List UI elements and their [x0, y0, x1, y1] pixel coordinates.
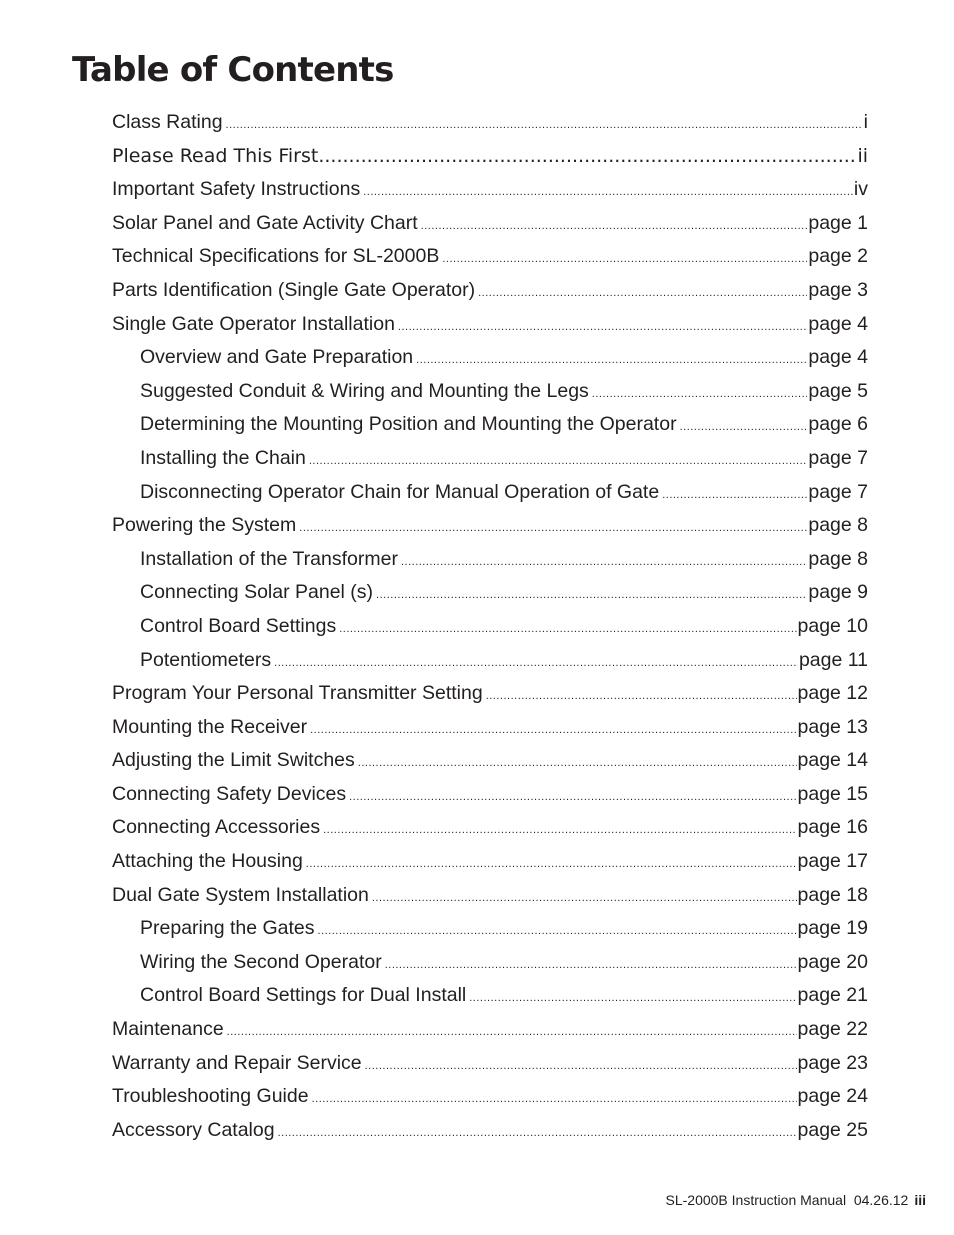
dot-leader	[486, 680, 797, 714]
toc-entry-label: Powering the System	[112, 514, 297, 537]
toc-entry	[112, 912, 868, 946]
toc-entry	[112, 375, 868, 409]
toc-entry-page: page 11	[798, 648, 868, 671]
toc-entry	[112, 408, 868, 442]
toc-entry	[112, 308, 868, 342]
dot-leader	[680, 411, 808, 445]
toc-entry-label: Installing the Chain	[140, 446, 306, 469]
toc-entry-page: page 18	[797, 883, 868, 906]
toc-entry-page: page 24	[797, 1085, 868, 1108]
toc-entry-label: Single Gate Operator Installation	[112, 312, 395, 335]
toc-entry	[112, 979, 868, 1013]
dot-leader	[339, 613, 796, 647]
toc-entry-label: Disconnecting Operator Chain for Manual Operation of Gate	[140, 480, 660, 503]
toc-entry-page: page 17	[797, 850, 868, 873]
toc-entry	[112, 677, 868, 711]
toc-entry	[112, 1114, 868, 1148]
toc-entry-page: page 19	[797, 917, 868, 940]
toc-entry-page: ii	[857, 144, 868, 167]
toc-entry	[112, 1080, 868, 1114]
dot-leader	[274, 647, 798, 681]
toc-entry-page: page 20	[797, 950, 868, 973]
dot-leader	[323, 814, 796, 848]
toc-entry	[112, 341, 868, 375]
toc-entry	[112, 946, 868, 980]
toc-entry-label: Warranty and Repair Service	[112, 1051, 362, 1074]
toc-entry	[112, 476, 868, 510]
toc-entry-label: Determining the Mounting Position and Mounting the Operator	[140, 413, 677, 436]
toc-entry-page: page 5	[808, 379, 868, 402]
toc-entry-label: Wiring the Second Operator	[140, 950, 382, 973]
toc-entry	[112, 140, 868, 174]
dot-leader	[592, 378, 808, 412]
toc-entry-label: Important Safety Instructions	[112, 178, 361, 201]
toc-entry	[112, 106, 868, 140]
toc-entry-label: Adjusting the Limit Switches	[112, 749, 355, 772]
toc-entry-page: page 9	[808, 581, 868, 604]
toc-entry	[112, 1013, 868, 1047]
toc-entry-page: page 7	[808, 480, 868, 503]
dot-leader	[363, 176, 853, 210]
toc-entry	[112, 711, 868, 745]
footer-text: SL-2000B Instruction Manual 04.26.12	[665, 1192, 909, 1208]
dot-leader	[421, 210, 808, 244]
dot-leader	[278, 1117, 797, 1151]
dot-leader	[662, 479, 807, 513]
dot-leader	[226, 109, 863, 143]
toc-entry-page: page 6	[808, 413, 868, 436]
toc-entry	[112, 207, 868, 241]
toc-entry-label: Preparing the Gates	[140, 917, 315, 940]
toc-entry-page: page 21	[797, 984, 868, 1007]
toc-entry-page: page 16	[797, 816, 868, 839]
dot-leader	[478, 277, 807, 311]
toc-entry-page: page 8	[808, 514, 868, 537]
toc-entry-page: page 8	[808, 547, 868, 570]
dot-leader	[372, 882, 797, 916]
page-title: Table of Contents	[72, 50, 394, 90]
footer-page-number: iii	[914, 1192, 926, 1208]
dot-leader	[318, 140, 857, 174]
toc-entry	[112, 778, 868, 812]
dot-leader	[469, 982, 796, 1016]
toc-entry	[112, 576, 868, 610]
dot-leader	[358, 747, 797, 781]
toc-entry-label: Attaching the Housing	[112, 850, 303, 873]
toc-entry-label: Suggested Conduit & Wiring and Mounting the Legs	[140, 379, 589, 402]
toc-entry-page: page 1	[808, 211, 868, 234]
toc-entry-page: page 14	[797, 749, 868, 772]
toc-entry-label: Dual Gate System Installation	[112, 883, 369, 906]
toc-entry	[112, 610, 868, 644]
toc-entry-page: page 22	[797, 1018, 868, 1041]
toc-entry-page: page 15	[797, 782, 868, 805]
dot-leader	[310, 714, 796, 748]
toc-entry-label: Parts Identification (Single Gate Operator)	[112, 278, 476, 301]
toc-entry	[112, 240, 868, 274]
dot-leader	[227, 1016, 797, 1050]
toc-entry-page: page 4	[808, 312, 868, 335]
toc-entry	[112, 1047, 868, 1081]
toc-entry-page: page 23	[797, 1051, 868, 1074]
table-of-contents	[112, 106, 868, 1147]
toc-entry	[112, 509, 868, 543]
toc-entry	[112, 274, 868, 308]
dot-leader	[349, 781, 796, 815]
toc-entry-label: Program Your Personal Transmitter Setting	[112, 682, 483, 705]
toc-entry	[112, 442, 868, 476]
toc-entry-label: Class Rating	[112, 111, 223, 133]
toc-entry-label: Potentiometers	[140, 648, 272, 671]
dot-leader	[376, 579, 807, 613]
toc-entry-page: page 10	[797, 614, 868, 637]
toc-entry-page: page 13	[797, 715, 868, 738]
toc-entry-label: Accessory Catalog	[112, 1118, 275, 1141]
toc-entry	[112, 845, 868, 879]
toc-entry-page: page 4	[808, 346, 868, 369]
toc-entry-page: iv	[853, 178, 868, 201]
toc-entry-label: Control Board Settings	[140, 614, 337, 637]
toc-entry-label: Mounting the Receiver	[112, 715, 308, 738]
toc-entry	[112, 644, 868, 678]
toc-entry-label: Technical Specifications for SL-2000B	[112, 245, 440, 268]
toc-entry-label: Solar Panel and Gate Activity Chart	[112, 211, 418, 234]
toc-entry-label: Connecting Solar Panel (s)	[140, 581, 374, 604]
toc-entry-page: page 25	[797, 1118, 868, 1141]
dot-leader	[442, 243, 807, 277]
dot-leader	[306, 848, 797, 882]
dot-leader	[416, 344, 807, 378]
toc-entry	[112, 879, 868, 913]
toc-entry-label: Please Read This First	[112, 144, 319, 167]
page-footer	[666, 1192, 927, 1208]
dot-leader	[401, 546, 807, 580]
dot-leader	[312, 1083, 797, 1117]
toc-entry	[112, 811, 868, 845]
toc-entry-label: Connecting Accessories	[112, 816, 321, 839]
dot-leader	[318, 915, 797, 949]
toc-entry-page: page 2	[808, 245, 868, 268]
dot-leader	[365, 1050, 797, 1084]
dot-leader	[398, 311, 807, 345]
dot-leader	[299, 512, 807, 546]
dot-leader	[309, 445, 807, 479]
toc-entry-label: Control Board Settings for Dual Install	[140, 984, 467, 1007]
toc-entry	[112, 543, 868, 577]
toc-entry-label: Installation of the Transformer	[140, 547, 398, 570]
toc-entry-label: Overview and Gate Preparation	[140, 346, 414, 369]
toc-entry	[112, 744, 868, 778]
toc-entry-label: Troubleshooting Guide	[112, 1085, 309, 1108]
toc-entry-label: Connecting Safety Devices	[112, 782, 347, 805]
toc-entry	[112, 173, 868, 207]
toc-entry-page: i	[863, 111, 868, 133]
dot-leader	[385, 949, 797, 983]
toc-entry-label: Maintenance	[112, 1018, 224, 1041]
toc-entry-page: page 3	[808, 278, 868, 301]
toc-entry-page: page 7	[808, 446, 868, 469]
toc-entry-page: page 12	[797, 682, 868, 705]
